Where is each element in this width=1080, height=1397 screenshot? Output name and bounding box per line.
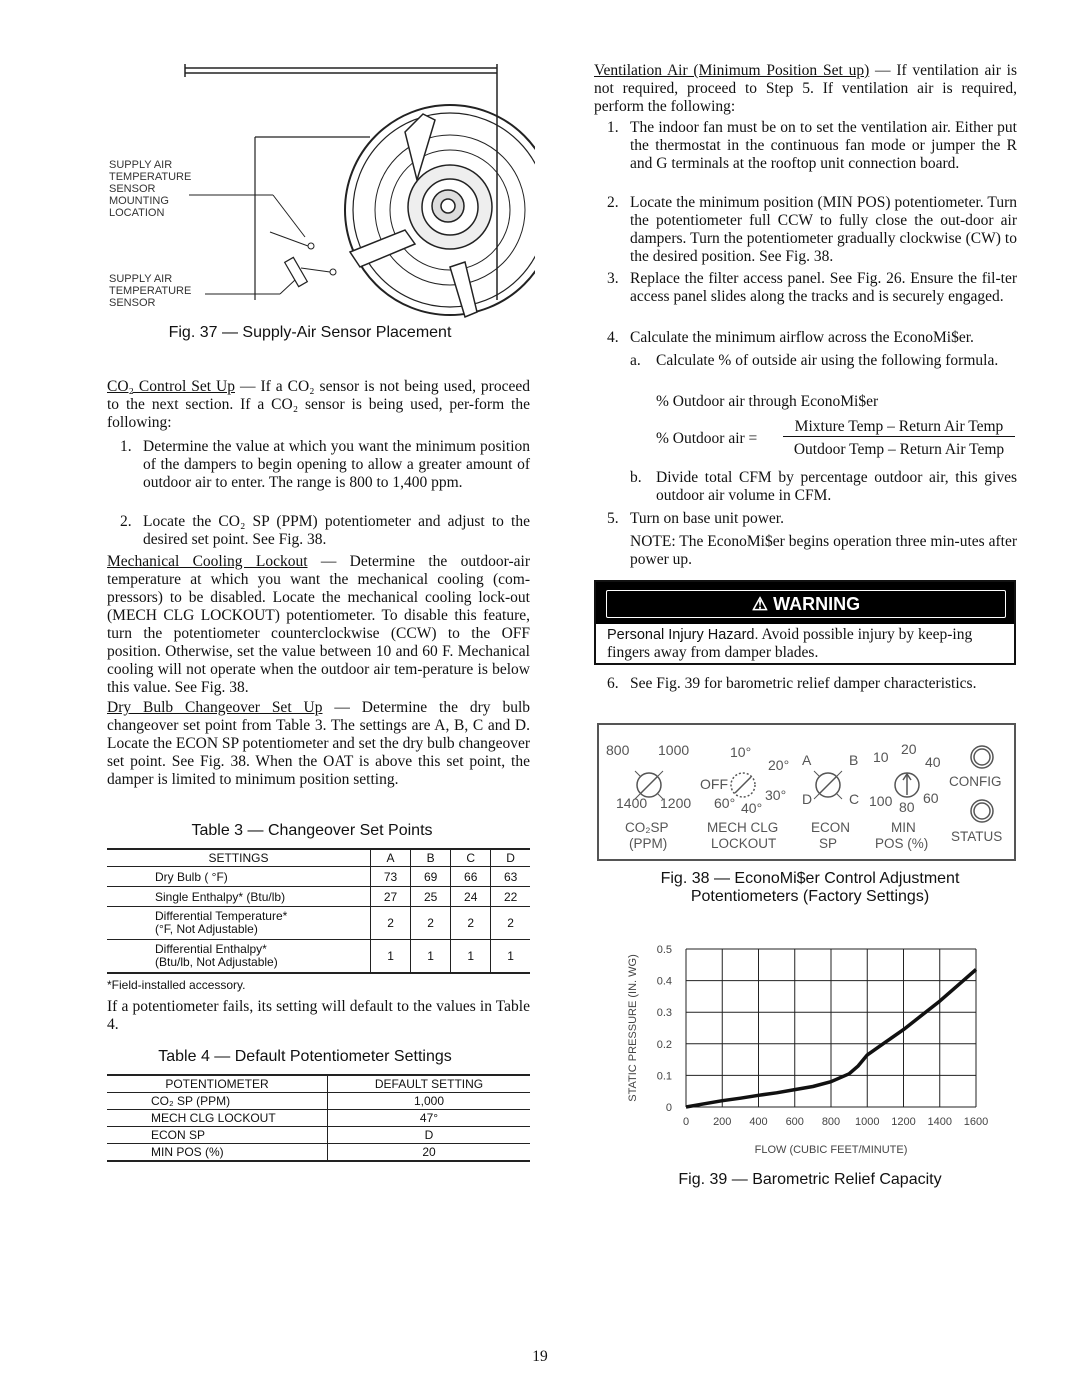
table4-header: DEFAULT SETTING <box>328 1075 531 1093</box>
minpos-label1: MIN <box>891 820 916 835</box>
y-tick-label: 0.4 <box>656 975 672 988</box>
barometric-relief-chart <box>600 935 1020 1170</box>
fig39-caption: Fig. 39 — Barometric Relief Capacity <box>678 1171 942 1188</box>
vent-paragraph: Ventilation Air (Minimum Position Set up) — If ventilation air is not required, proceed to Step 5. If ventilation air is required, perform the following: <box>594 62 1017 115</box>
co2-step-1: 1. Determine the value at which you want the minimum position of the dampers to begin opening to allow a greater amount of outdoor air to enter. The range is 800 to 1,400 ppm. <box>120 438 530 491</box>
minpos-label2: POS (%) <box>875 836 929 851</box>
fail-paragraph: If a potentiometer fails, its setting will default to the values in Table 4. <box>107 998 530 1033</box>
y-tick-label: 0.1 <box>656 1070 672 1083</box>
status-label: STATUS <box>951 829 1003 844</box>
warning-text: Avoid possible injury by keep-ing fingers away from damper blades. <box>607 626 973 661</box>
fig38-caption-line2: Potentiometers (Factory Settings) <box>690 888 930 905</box>
table3-header: A <box>371 849 411 867</box>
y-tick-label: 0.2 <box>656 1038 672 1051</box>
fig37-label-mounting: SUPPLY AIR TEMPERATURE SENSOR MOUNTING LOCATION <box>109 159 192 219</box>
vent-step-2: 2. Locate the minimum position (MIN POS) potentiometer. Turn the potentiometer full CCW to fully close the out-door air dampers. Turn the potentiometer gradually clockwise (CW) to the desired position. See Fig. 38. <box>607 194 1017 265</box>
mech-label1: MECH CLG <box>707 820 779 835</box>
dry-heading: Dry Bulb Changeover Set Up <box>107 699 323 716</box>
x-tick-label: 600 <box>785 1116 804 1128</box>
table3-caption: Table 3 — Changeover Set Points <box>191 822 433 839</box>
x-axis-label: FLOW (CUBIC FEET/MINUTE) <box>754 1144 908 1156</box>
table3 <box>107 848 530 974</box>
x-tick-label: 1200 <box>891 1116 916 1128</box>
note: NOTE: The EconoMi$er begins operation three min-utes after power up. <box>630 533 1017 568</box>
fig38-panel: 800 1000 1400 1200 CO₂SP (PPM) 10° 20° OFF 30° 60° 40° MECH CLG LOCKOUT A B D C ECON SP 10 20 40 100 80 60 MIN POS (%) CONFIG STATUS <box>597 723 1016 861</box>
co2-heading: CO₂ Control Set Up <box>107 378 235 395</box>
mech-paragraph: Mechanical Cooling Lockout — Determine the outdoor-air temperature at which you want the mechanical cooling (com-pressors) to be disabled. Locate the mechanical cooling lock-out (MECH CLG LOCKOUT) potentiometer. To disable this feature, turn the potentiometer counterclockwise (CCW) to the OFF position. Otherwise, set the value between 10 and 60 F. Mechanical cooling will not operate when the outdoor air tem-perature is below this value. See Fig. 38. <box>107 553 530 696</box>
warning-bold: Personal Injury Hazard. <box>607 627 759 643</box>
x-tick-label: 1600 <box>963 1116 989 1128</box>
table3-footnote: *Field-installed accessory. <box>107 978 246 992</box>
table3-header: B <box>411 849 451 867</box>
vent-heading: Ventilation Air (Minimum Position Set up) <box>594 62 870 79</box>
co2-paragraph <box>107 378 530 432</box>
mech-label2: LOCKOUT <box>711 836 777 851</box>
table3-header: SETTINGS <box>107 849 371 867</box>
formula-numerator: Mixture Temp – Return Air Temp <box>783 418 1015 437</box>
co2-1000: 1000 <box>658 742 690 758</box>
co2-1400: 1400 <box>616 795 648 811</box>
x-tick-label: 200 <box>713 1116 732 1128</box>
y-axis-label: STATIC PRESSURE (IN. WG) <box>627 954 639 1102</box>
table-row: CO₂ SP (PPM) 1,000 <box>107 1093 530 1110</box>
x-tick-label: 400 <box>749 1116 768 1128</box>
y-tick-label: 0.5 <box>656 944 672 956</box>
fig38-caption-line1: Fig. 38 — EconoMi$er Control Adjustment <box>660 870 960 887</box>
vent-step-5: 5. Turn on base unit power. <box>607 510 784 527</box>
co2-step-2: 2. Locate the CO₂ SP (PPM) potentiometer and adjust to the desired set point. See Fig. 38. <box>120 513 530 548</box>
co2-1200: 1200 <box>660 795 692 811</box>
econ-label2: SP <box>819 836 838 851</box>
warning-header: ⚠ WARNING <box>596 582 1014 624</box>
y-tick-label: 0.3 <box>656 1007 672 1020</box>
vent-step-4a: a. Calculate % of outside air using the following formula. <box>630 352 999 369</box>
vent-step-1: 1. The indoor fan must be on to set the ventilation air. Either put the thermostat in the continuous fan mode or jumper the R and G terminals at the rooftop unit connection board. <box>607 119 1017 172</box>
dry-paragraph: Dry Bulb Changeover Set Up — Determine the dry bulb changeover set point from Table 3. The settings are A, B, C and D. Locate the ECON SP potentiometer and set the dry bulb changeover set point. See Fig. 38. When the OAT is above this set point, the damper is limited to minimum position setting. <box>107 699 530 788</box>
table-row: MIN POS (%) 20 <box>107 1144 530 1162</box>
vent-step-4b: b. Divide total CFM by percentage outdoor air, this gives outdoor air volume in CFM. <box>630 469 1017 504</box>
table-row: ECON SP D <box>107 1127 530 1144</box>
table-row: MECH CLG LOCKOUT 47° <box>107 1110 530 1127</box>
fig37-caption: Fig. 37 — Supply-Air Sensor Placement <box>168 324 452 341</box>
table-row: Differential Enthalpy* (Btu/lb, Not Adjustable) 1 1 1 1 <box>107 940 530 973</box>
table4 <box>107 1074 530 1162</box>
co2-text: — If a CO₂ sensor is not being used, proceed to the next section. If a CO₂ sensor is being used, per-form the following: <box>107 378 530 431</box>
co2-800: 800 <box>606 742 630 758</box>
table3-header: D <box>491 849 530 867</box>
warning-icon: ⚠ <box>751 594 769 614</box>
formula-intro: % Outdoor air through EconoMi$er <box>656 393 879 410</box>
table3-header: C <box>451 849 491 867</box>
table4-caption: Table 4 — Default Potentiometer Settings <box>158 1048 452 1065</box>
formula-lhs: % Outdoor air = <box>656 430 758 447</box>
x-tick-label: 1000 <box>855 1116 880 1128</box>
econ-label1: ECON <box>811 820 851 835</box>
vent-step-6: 6. See Fig. 39 for barometric relief damper characteristics. <box>607 675 977 692</box>
warning-box <box>594 580 1016 665</box>
co2-label2: (PPM) <box>629 836 668 851</box>
formula-denominator: Outdoor Temp – Return Air Temp <box>793 441 1005 458</box>
page-number: 19 <box>532 1348 548 1365</box>
vent-step-3: 3. Replace the filter access panel. See Fig. 26. Ensure the fil-ter access panel slides along the tracks and is securely engaged. <box>607 270 1017 305</box>
fig37-label-sensor: SUPPLY AIR TEMPERATURE SENSOR <box>109 273 192 309</box>
table-row: Differential Temperature* (°F, Not Adjustable) 2 2 2 2 <box>107 907 530 940</box>
config-label: CONFIG <box>949 774 1002 789</box>
x-tick-label: 1400 <box>927 1116 952 1128</box>
y-tick-label: 0 <box>665 1102 672 1114</box>
table-row: Single Enthalpy* (Btu/lb) 27 25 24 22 <box>107 887 530 907</box>
x-tick-label: 0 <box>682 1116 690 1128</box>
co2-label1: CO₂SP <box>625 820 669 835</box>
table-row: Dry Bulb ( °F) 73 69 66 63 <box>107 867 530 887</box>
mech-heading: Mechanical Cooling Lockout <box>107 553 308 570</box>
table4-header: POTENTIOMETER <box>107 1075 328 1093</box>
x-tick-label: 800 <box>821 1116 841 1128</box>
vent-step-4: 4. Calculate the minimum airflow across the EconoMi$er. <box>607 329 974 346</box>
